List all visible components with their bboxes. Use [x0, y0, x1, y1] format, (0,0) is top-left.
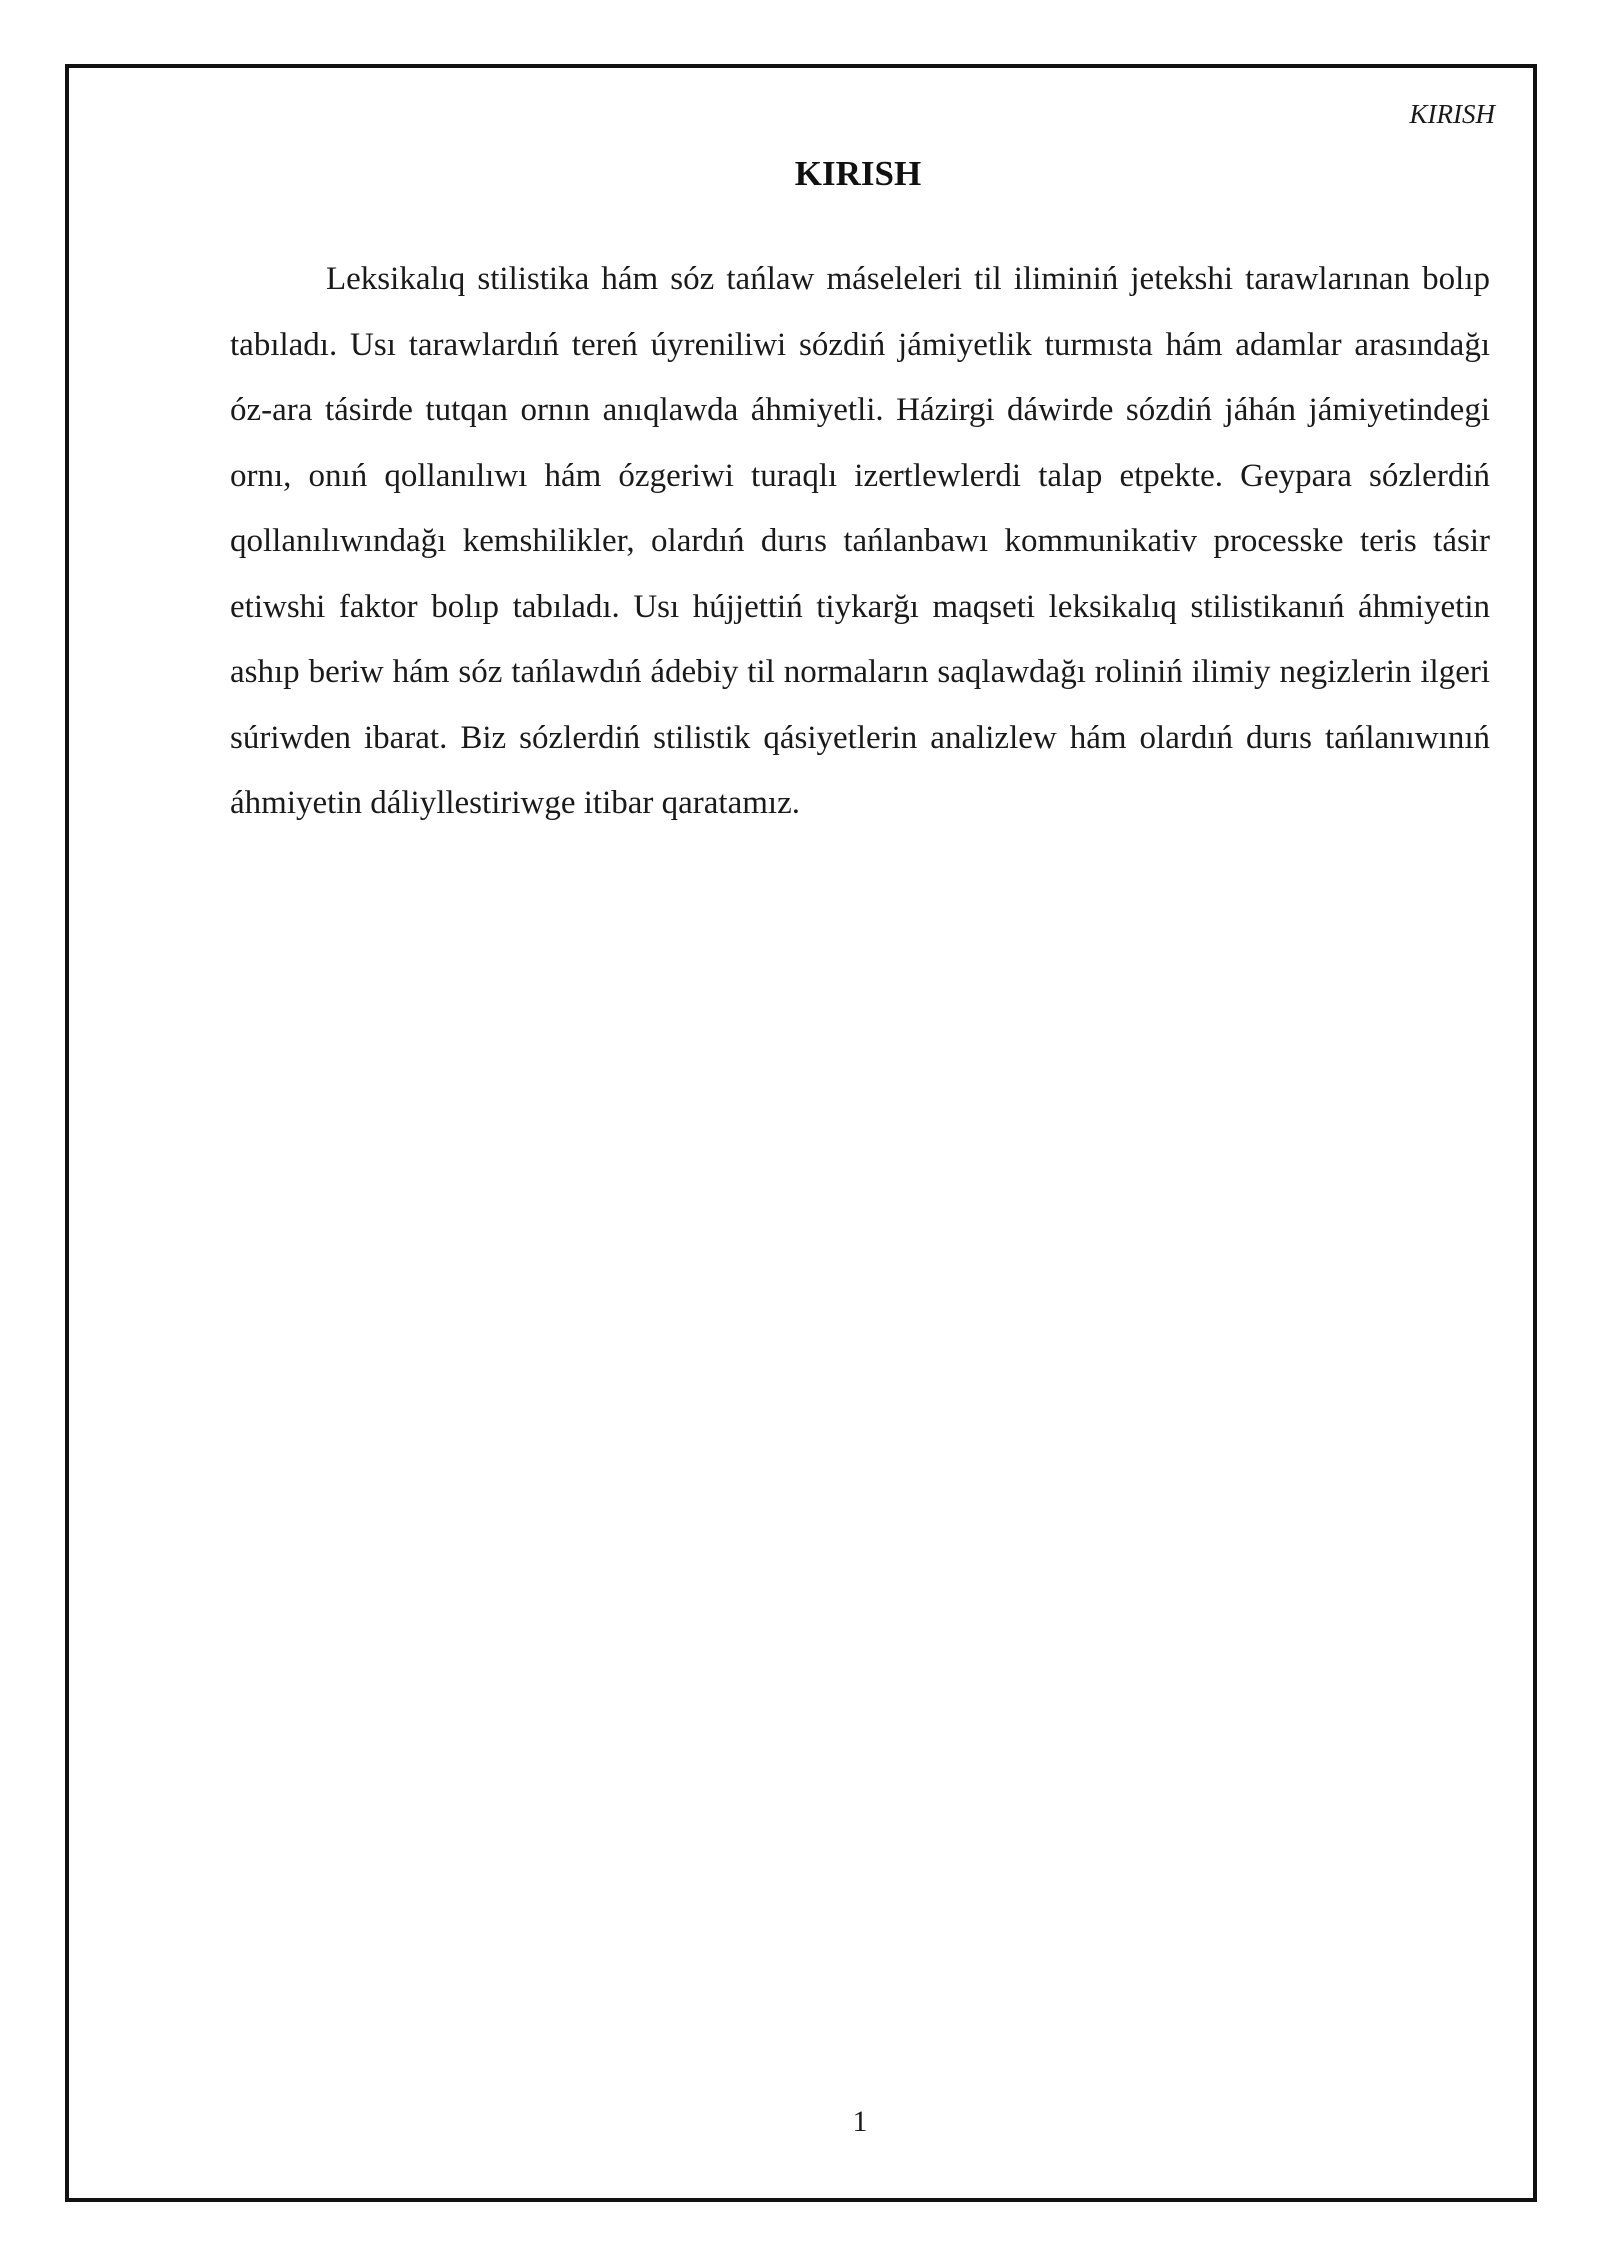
page-number: 1	[852, 2105, 868, 2138]
running-header: KIRISH	[1409, 99, 1495, 129]
section-title: KIRISH	[794, 154, 922, 193]
body-paragraph: Leksikalıq stilistika hám sóz tańlaw máseleleri til iliminiń jetekshi tarawlarınan bolıp tabıladı. Usı tarawlardıń tereń úyreniliwi sózdiń jámiyetlik turmısta hám adamlar arasındağı óz-ara tásirde tutqan ornın anıqlawda áhmiyetli. Házirgi dáwirde sózdiń jáhán jámiyetindegi ornı, onıń qollanılıwı hám ózgeriwi turaqlı izertlewlerdi talap etpekte. Geypara sózlerdiń qollanılıwındağı kemshilikler, olardıń durıs tańlanbawı kommunikativ processke teris tásir etiwshi faktor bolıp tabıladı. Usı hújjettiń tiykarğı maqseti leksikalıq stilistikanıń áhmiyetin ashıp beriw hám sóz tańlawdıń ádebiy til normaların saqlawdağı roliniń ilimiy negizlerin ilgeri súriwden ibarat. Biz sózlerdiń stilistik qásiyetlerin analizlew hám olardıń durıs tańlanıwınıń áhmiyetin dáliyllestiriwge itibar qaratamız.	[230, 261, 1490, 821]
